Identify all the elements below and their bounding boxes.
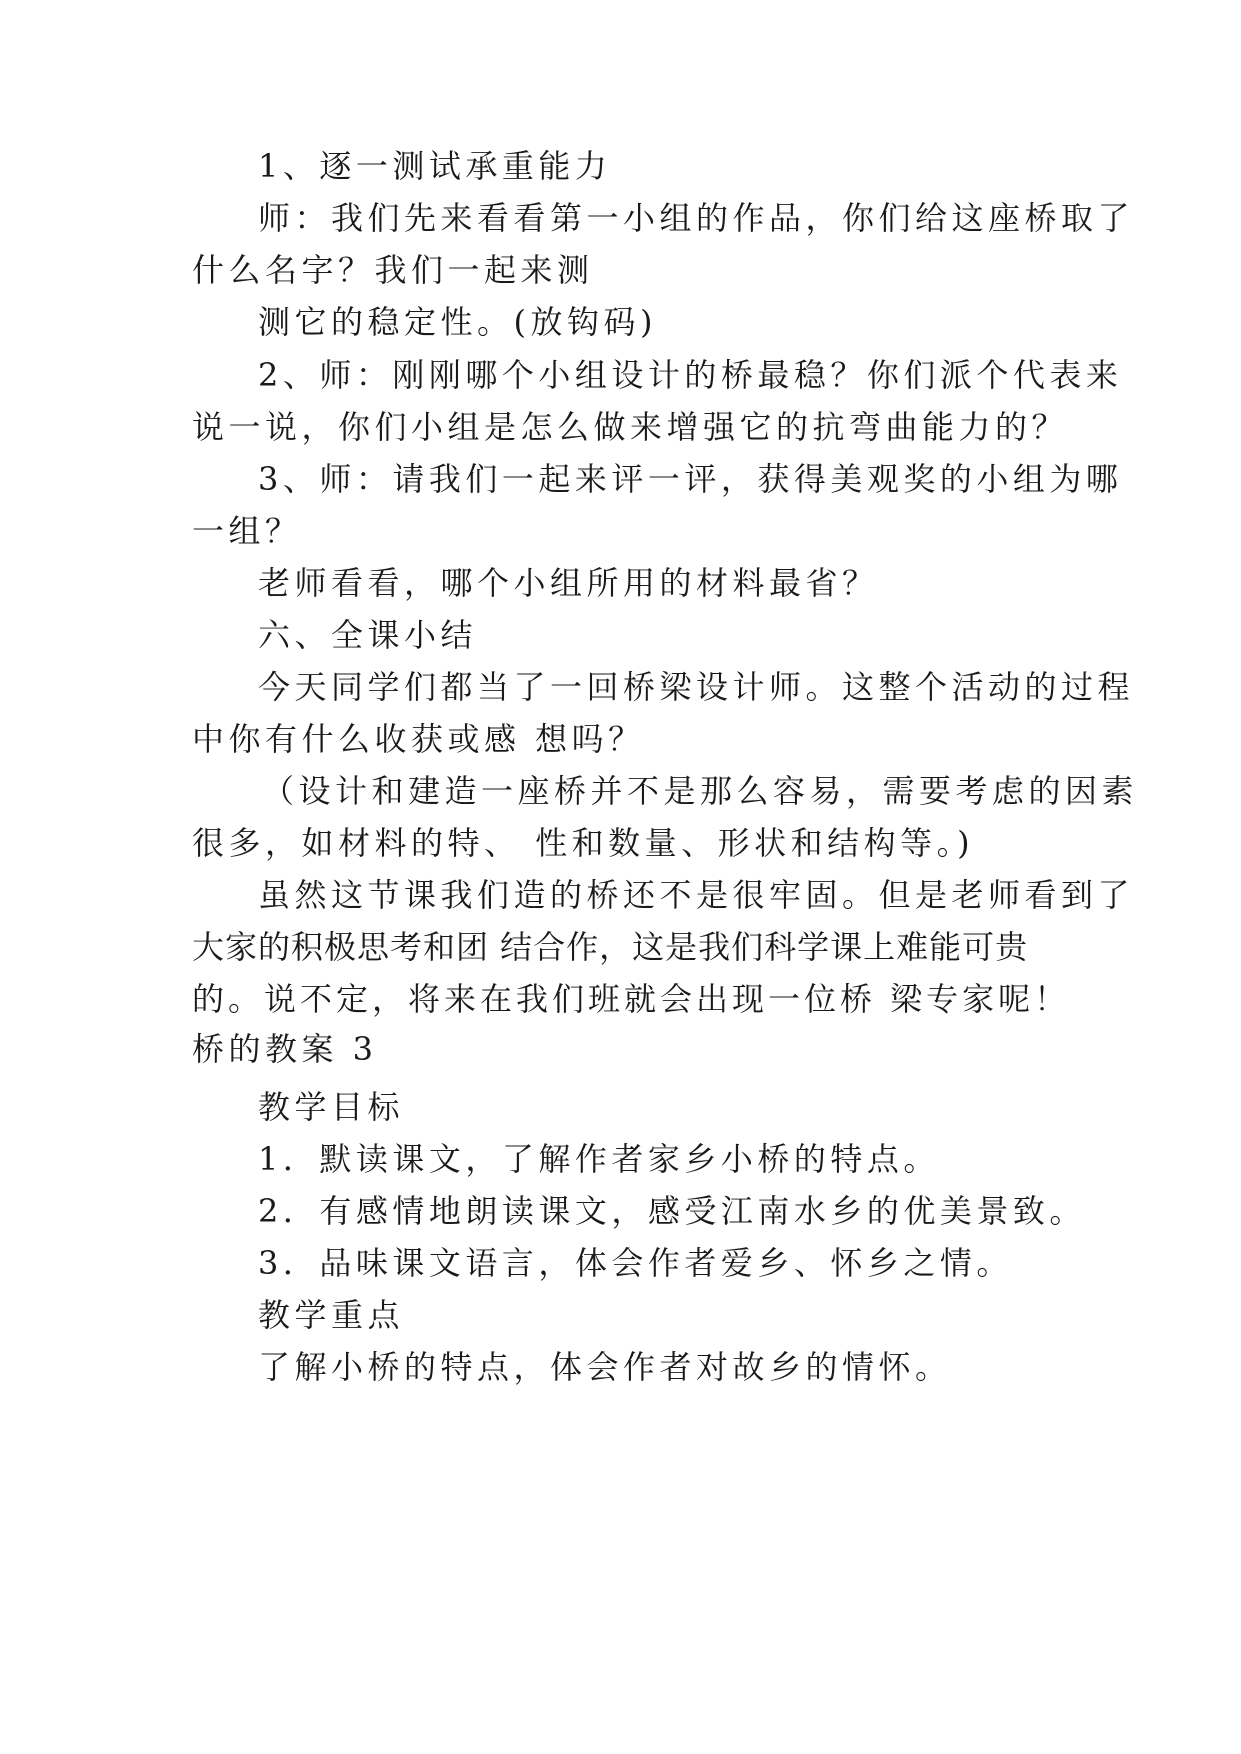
paragraph-line: 了解小桥的特点，体会作者对故乡的情怀。 — [258, 1348, 952, 1386]
objective-item: 1．默读课文，了解作者家乡小桥的特点。 — [258, 1140, 940, 1178]
paragraph-line: （设计和建造一座桥并不是那么容易，需要考虑的因素 — [262, 772, 1139, 810]
paragraph-line: 虽然这节课我们造的桥还不是很牢固。但是老师看到了 — [258, 876, 1135, 914]
lesson-plan-title: 桥的教案 3 — [192, 1030, 378, 1068]
paragraph-line: 什么名字？我们一起来测 — [192, 251, 594, 289]
paragraph-line: 说一说，你们小组是怎么做来增强它的抗弯曲能力的？ — [192, 408, 1069, 446]
paragraph-line: 很多，如材料的特、 性和数量、形状和结构等。) — [192, 824, 975, 862]
paragraph-line: 师：我们先来看看第一小组的作品，你们给这座桥取了 — [258, 199, 1135, 237]
paragraph-line: 1、逐一测试承重能力 — [258, 147, 612, 185]
paragraph-line: 老师看看，哪个小组所用的材料最省？ — [258, 564, 879, 602]
paragraph-line: 3、师：请我们一起来评一评，获得美观奖的小组为哪 — [258, 460, 1123, 498]
section-heading: 六、全课小结 — [258, 616, 478, 654]
paragraph-line: 的。说不定，将来在我们班就会出现一位桥 梁专家呢！ — [192, 980, 1071, 1018]
paragraph-line: 测它的稳定性。(放钩码) — [258, 303, 657, 341]
paragraph-line: 今天同学们都当了一回桥梁设计师。这整个活动的过程 — [258, 668, 1135, 706]
section-heading: 教学目标 — [258, 1088, 405, 1126]
section-heading: 教学重点 — [258, 1296, 405, 1334]
paragraph-line: 中你有什么收获或感 想吗？ — [192, 720, 645, 758]
paragraph-line: 2、师：刚刚哪个小组设计的桥最稳？你们派个代表来 — [258, 356, 1123, 394]
paragraph-line: 一组？ — [192, 512, 302, 550]
paragraph-line: 大家的积极思考和团 结合作，这是我们科学课上难能可贵 — [192, 928, 1029, 966]
objective-item: 3．品味课文语言，体会作者爱乡、怀乡之情。 — [258, 1244, 1013, 1282]
objective-item: 2．有感情地朗读课文，感受江南水乡的优美景致。 — [258, 1192, 1086, 1230]
